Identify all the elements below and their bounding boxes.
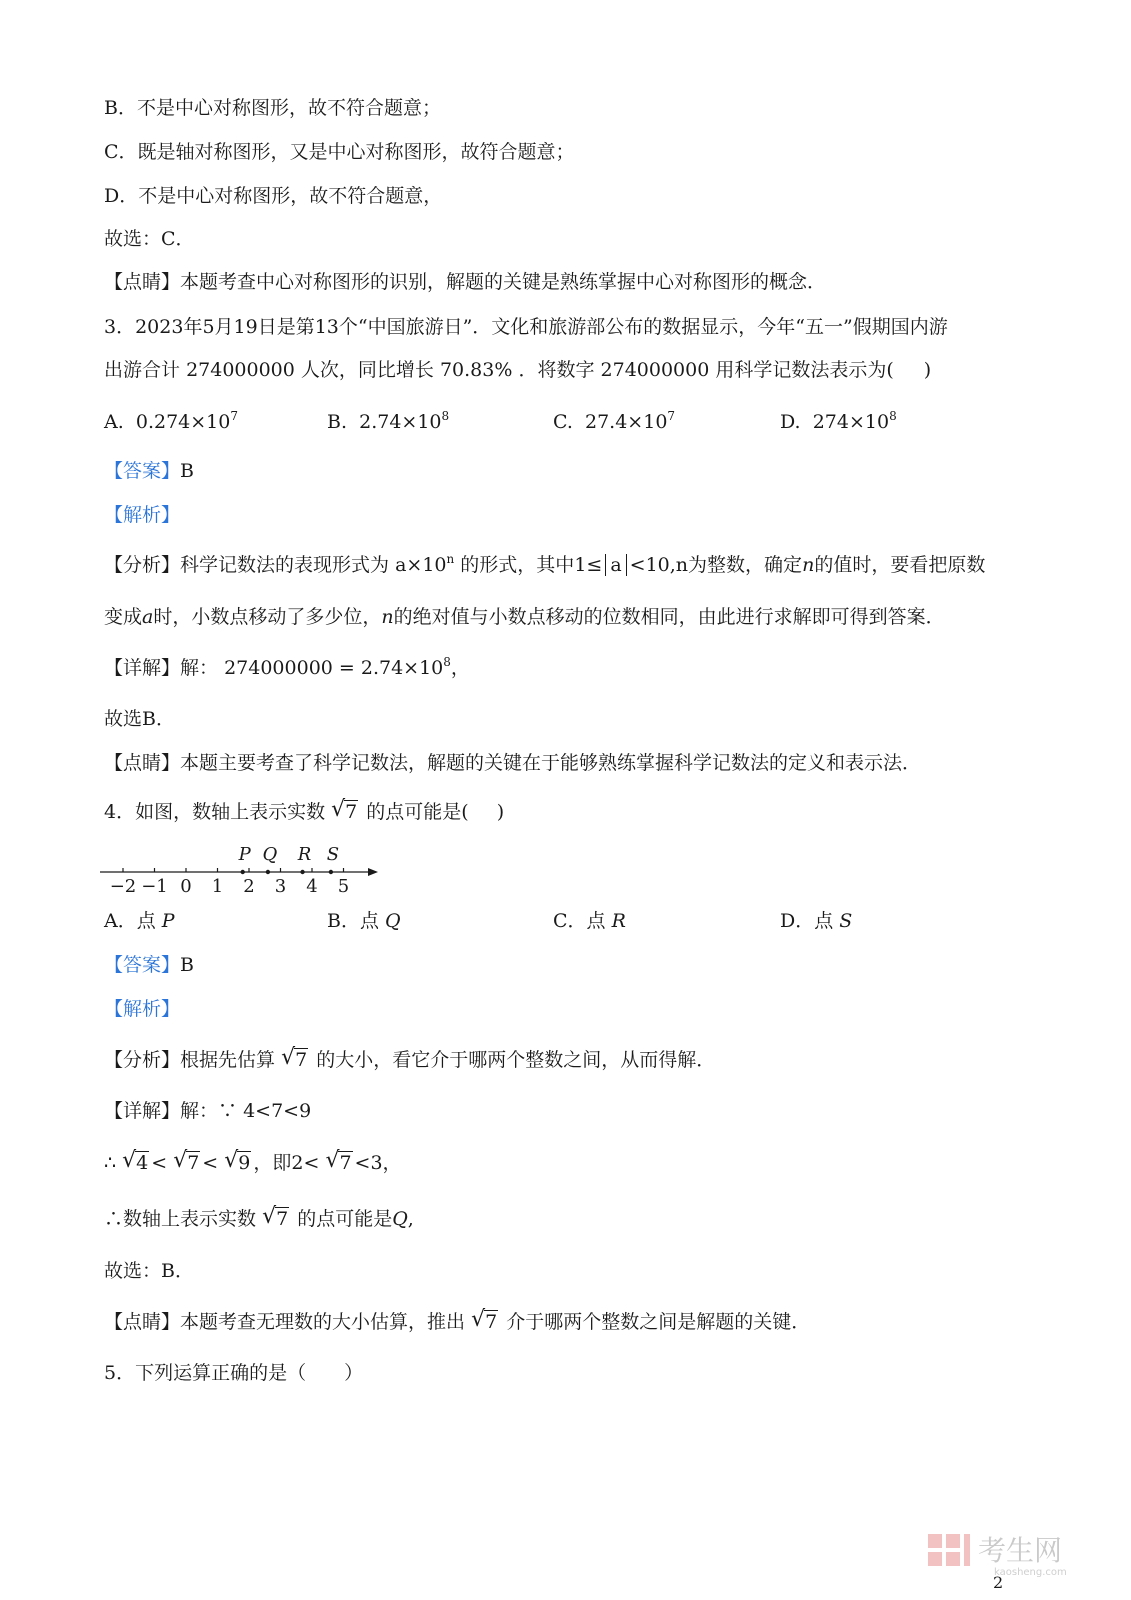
q3-choice: 故选B．: [104, 708, 175, 730]
option-point: P: [161, 910, 175, 932]
q3-text: 人次，同比增长: [300, 359, 434, 381]
q3-option-c: [553, 409, 675, 435]
q3-answer: [104, 458, 194, 484]
xiangjie-exp: 8: [443, 655, 451, 669]
cond-abs: a: [605, 554, 626, 576]
option-label: B．点: [327, 910, 379, 932]
q4-answer: [104, 952, 194, 978]
comment-text: 介于哪两个整数之间是解题的关键．: [506, 1311, 811, 1333]
number-line-figure: [98, 838, 388, 896]
fenxi-text: 根据先估算: [180, 1049, 276, 1071]
point-dot-q: [266, 870, 270, 874]
fenxi-tag: 【分析】: [104, 1049, 181, 1071]
option-label: D．点: [780, 910, 834, 932]
answer-tag: 【答案】: [104, 954, 181, 976]
fenxi-text: 的形式，其中: [460, 554, 575, 576]
tick-label: 3: [274, 876, 287, 896]
xiangjie-tag: 【详解】: [104, 657, 181, 679]
option-label: D.: [780, 411, 801, 433]
q4-option-a: [104, 908, 175, 934]
q4-comment: [104, 1309, 810, 1335]
xiangjie-text: 解：: [180, 657, 219, 679]
var-a: a: [142, 606, 154, 628]
xiangjie-tag: 【详解】: [104, 1100, 181, 1122]
tick-label: 5: [337, 876, 350, 896]
step-text: ，: [382, 1152, 402, 1174]
answer-tag: 【答案】: [104, 460, 181, 482]
page-number: 2: [993, 1573, 1004, 1592]
q4-stem: [104, 799, 504, 825]
step-text: ，即: [253, 1152, 292, 1174]
q4-step3: [104, 1206, 414, 1232]
comment-text: 本题考查中心对称图形的识别，解题的关键是熟练掌握中心对称图形的概念．: [180, 271, 827, 293]
q3-text: 用科学记数法表示为(: [715, 359, 894, 381]
bound: <3: [354, 1152, 383, 1174]
q4-text: 的点可能是(: [366, 801, 469, 823]
radical-sign: √: [471, 1307, 486, 1332]
fenxi-text: 的值时，要看把原数: [814, 554, 986, 576]
sci-form-exp: n: [446, 552, 455, 566]
comment-tag: 【点睛】: [104, 1311, 181, 1333]
q4-jiexi-tag: 【解析】: [104, 998, 181, 1020]
point-dot-r: [300, 870, 304, 874]
option-exponent: 8: [889, 409, 897, 423]
option-value: 2.74×10: [359, 411, 442, 433]
fenxi-text: 为整数，确定: [688, 554, 803, 576]
fenxi-tag: 【分析】: [104, 554, 181, 576]
option-exponent: 7: [230, 409, 238, 423]
radicand: 4: [136, 1152, 149, 1174]
var-n: n: [802, 554, 815, 576]
radicand: 7: [276, 1208, 289, 1230]
option-value: 27.4×10: [585, 411, 668, 433]
sqrt-4: [122, 1150, 149, 1176]
q3-percent: 70.83%: [439, 359, 513, 381]
sqrt-7: [471, 1309, 498, 1335]
point-q: Q: [392, 1208, 408, 1230]
radical-sign: √: [262, 1204, 277, 1229]
fenxi-text: 科学记数法的表现形式为: [180, 554, 390, 576]
option-label: A.: [104, 411, 124, 433]
radical-sign: √: [281, 1045, 296, 1070]
option-value: 0.274×10: [135, 411, 231, 433]
option-label: C．点: [553, 910, 606, 932]
q3-comment: [104, 750, 921, 776]
option-point: R: [611, 910, 626, 932]
sqrt-7: [281, 1047, 308, 1073]
q3-number: 274000000: [600, 359, 710, 381]
cond-n: n: [675, 554, 689, 576]
q2-option-c-analysis: C．既是轴对称图形，又是中心对称图形，故符合题意；: [104, 141, 575, 163]
q2-comment: [104, 269, 826, 295]
q3-stem-line1: 3．2023年5月19日是第13个“中国旅游日”．文化和旅游部公布的数据显示，今年“五一”假期国内游: [104, 316, 948, 338]
radical-sign: √: [331, 797, 346, 822]
cond: <10,: [629, 554, 676, 576]
fenxi-text: 的绝对值与小数点移动的位数相同，由此进行求解即可得到答案．: [393, 606, 945, 628]
q4-fenxi: [104, 1047, 715, 1073]
xiangjie-text: 解：∵: [180, 1100, 238, 1122]
cond: 1≤: [574, 554, 603, 576]
var-n: n: [381, 606, 394, 628]
option-point: Q: [385, 910, 401, 932]
comment-tag: 【点睛】: [104, 752, 181, 774]
watermark-subtext: kaosheng.com: [994, 1567, 1067, 1578]
fenxi-text: 变成: [104, 606, 143, 628]
comment-text: 本题主要考查了科学记数法，解题的关键在于能够熟练掌握科学记数法的定义和表示法．: [180, 752, 922, 774]
watermark-text: 考生网: [978, 1534, 1063, 1567]
point-dot-s: [329, 870, 333, 874]
option-exponent: 8: [441, 409, 450, 423]
q3-option-b: [327, 409, 449, 435]
radical-sign: √: [224, 1148, 239, 1173]
radical-sign: √: [173, 1148, 188, 1173]
q4-option-b: [327, 908, 401, 934]
option-point: S: [839, 910, 853, 932]
q2-choice: 故选：C．: [104, 228, 195, 250]
radicand: 7: [485, 1311, 498, 1333]
tick-label: −2: [109, 876, 137, 896]
radicand: 9: [238, 1152, 251, 1174]
radicand: 7: [345, 801, 358, 823]
q3-text: ．将数字: [518, 359, 595, 381]
sqrt-9: [224, 1150, 251, 1176]
tick-label: 1: [211, 876, 224, 896]
option-value: 274×10: [812, 411, 890, 433]
q5-stem: 5．下列运算正确的是（ ）: [104, 1362, 364, 1384]
sqrt-7: [325, 1150, 352, 1176]
radicand: 7: [339, 1152, 352, 1174]
q4-text: ): [496, 801, 505, 823]
point-label-p: P: [238, 844, 251, 865]
q4-option-c: [553, 908, 626, 934]
sqrt-7: [262, 1206, 289, 1232]
q3-xiangjie: [104, 655, 470, 681]
q3-text: ): [923, 359, 932, 381]
xiangjie-inequality: 4<7<9: [243, 1100, 312, 1122]
kaosheng-watermark: [928, 1530, 1088, 1585]
answer-value: B: [180, 954, 194, 976]
therefore-sign: ∴: [104, 1152, 117, 1174]
option-exponent: 7: [667, 409, 676, 423]
xiangjie-equation: 274000000 = 2.74×10: [224, 657, 444, 679]
radicand: 7: [187, 1152, 200, 1174]
comment-text: 本题考查无理数的大小估算，推出: [180, 1311, 466, 1333]
q3-fenxi-line1: [104, 552, 985, 578]
fenxi-text: 的大小，看它介于哪两个整数之间，从而得解．: [316, 1049, 716, 1071]
q3-number: 274000000: [186, 359, 295, 381]
point-label-r: R: [297, 844, 312, 865]
answer-value: B: [180, 460, 194, 482]
bound: 2<: [291, 1152, 320, 1174]
radicand: 7: [295, 1049, 308, 1071]
less-than: <: [202, 1152, 219, 1174]
point-label-q: Q: [262, 844, 278, 865]
q4-choice: 故选：B．: [104, 1260, 194, 1282]
watermark-logo-icon: [928, 1530, 1088, 1580]
q4-option-d: [780, 908, 852, 934]
q3-option-a: [104, 409, 238, 435]
option-label: C.: [553, 411, 573, 433]
comment-tag: 【点睛】: [104, 271, 181, 293]
radical-sign: √: [122, 1148, 137, 1173]
radical-sign: √: [325, 1148, 340, 1173]
q2-option-b-analysis: B．不是中心对称图形，故不符合题意；: [104, 97, 441, 119]
q3-text: 出游合计: [104, 359, 181, 381]
q3-fenxi-line2: [104, 604, 945, 630]
tick-label: 0: [180, 876, 192, 896]
sci-form: a×10: [395, 554, 447, 576]
q3-option-d: [780, 409, 897, 435]
fenxi-text: 时，小数点移动了多少位，: [153, 606, 382, 628]
q3-stem-line2: [104, 357, 931, 383]
less-than: <: [151, 1152, 168, 1174]
step-text: ,: [407, 1208, 414, 1230]
q4-xiangjie: [104, 1098, 311, 1124]
number-line-arrow-icon: [368, 868, 378, 876]
point-dot-p: [241, 870, 245, 874]
tick-label: 2: [243, 876, 255, 896]
tick-label: 4: [306, 876, 318, 896]
point-label-s: S: [326, 844, 340, 865]
q4-step2: [104, 1150, 402, 1176]
q3-jiexi-tag: 【解析】: [104, 504, 181, 526]
sqrt-7: [331, 799, 358, 825]
option-label: A．点: [104, 910, 156, 932]
step-text: 的点可能是: [297, 1208, 393, 1230]
q4-text: 4．如图，数轴上表示实数: [104, 801, 326, 823]
tick-label: −1: [141, 876, 168, 896]
xiangjie-text: ，: [450, 657, 470, 679]
sqrt-7: [173, 1150, 200, 1176]
step-text: ∴数轴上表示实数: [104, 1208, 257, 1230]
q2-option-d-analysis: D．不是中心对称图形，故不符合题意，: [104, 185, 443, 207]
option-label: B.: [327, 411, 348, 433]
